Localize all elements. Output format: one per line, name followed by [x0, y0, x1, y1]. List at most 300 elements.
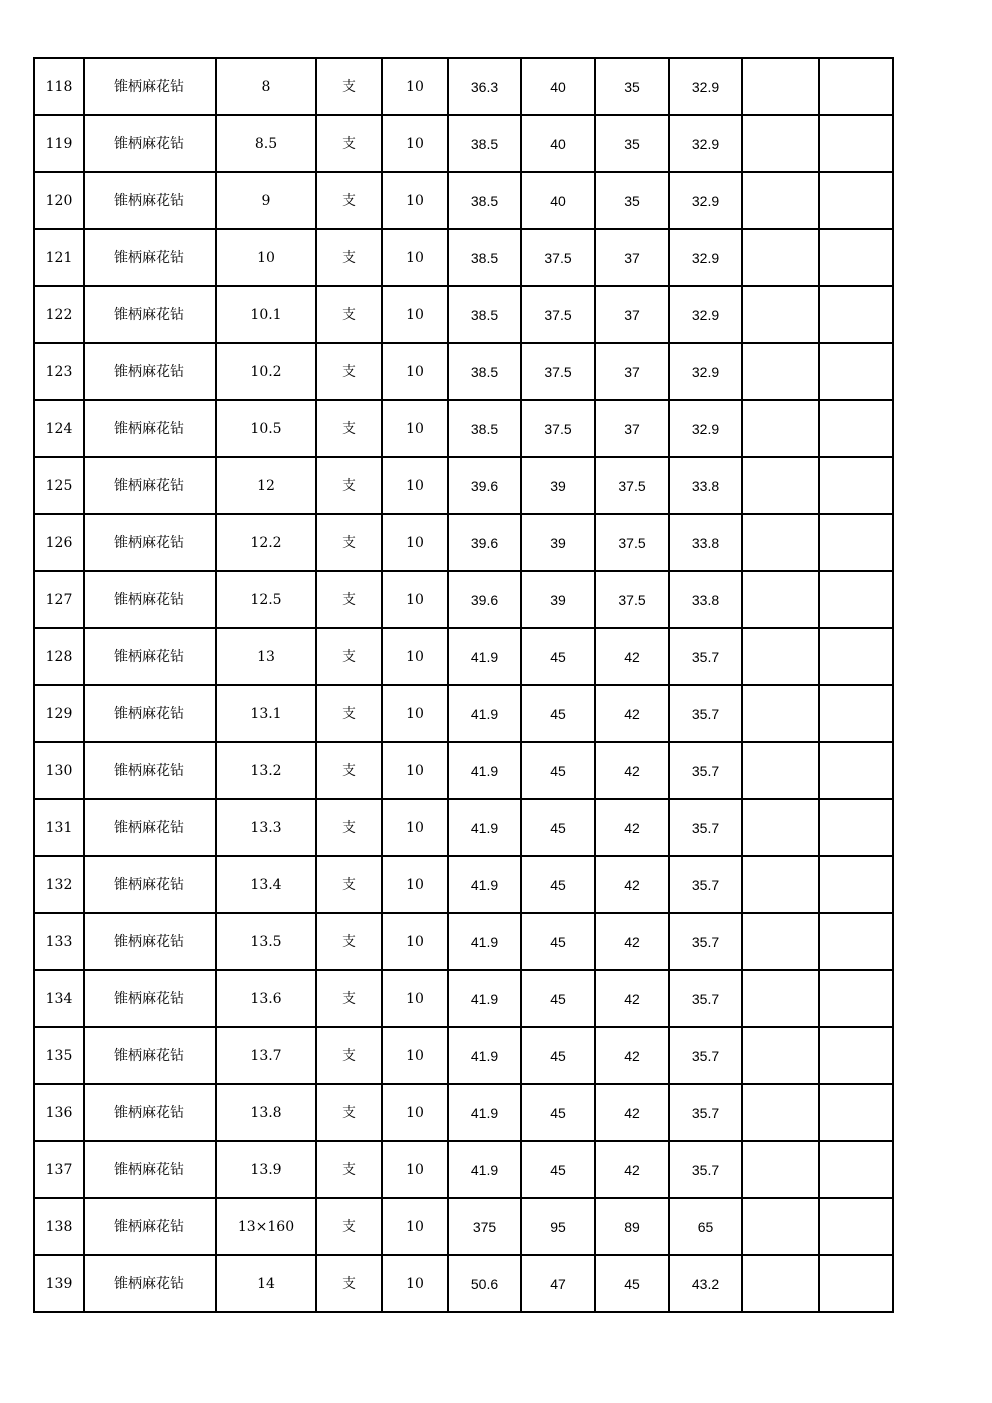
empty-cell [819, 343, 893, 400]
price-1-cell [448, 457, 521, 514]
quantity-cell [382, 799, 448, 856]
empty-cell [742, 571, 819, 628]
spec-cell-text: 10.5 [250, 420, 282, 437]
item-name-cell-text: 锥柄麻花钻 [114, 876, 184, 893]
spec-cell [216, 229, 316, 286]
price-4-cell [669, 400, 742, 457]
row-number-cell-text: 124 [45, 420, 73, 437]
price-2-cell-text: 39 [550, 477, 566, 494]
price-4-cell-text: 32.9 [691, 363, 720, 380]
spec-cell [216, 970, 316, 1027]
price-3-cell-text: 37 [624, 249, 640, 266]
price-2-cell-text: 45 [550, 705, 566, 722]
unit-cell-text: 支 [342, 420, 356, 437]
item-name-cell [84, 286, 216, 343]
empty-cell [819, 286, 893, 343]
empty-cell [819, 1255, 893, 1312]
spec-cell-text: 12 [257, 477, 275, 494]
spec-cell-text: 13.7 [250, 1047, 282, 1064]
item-name-cell-text: 锥柄麻花钻 [114, 1047, 184, 1064]
empty-cell [742, 343, 819, 400]
empty-cell [819, 115, 893, 172]
spec-cell-text: 13 [257, 648, 275, 665]
spec-cell [216, 742, 316, 799]
row-number-cell-text: 122 [45, 306, 73, 323]
quantity-cell [382, 286, 448, 343]
price-4-cell [669, 1255, 742, 1312]
unit-cell-text: 支 [342, 192, 356, 209]
price-3-cell-text: 89 [624, 1218, 640, 1235]
spec-cell [216, 286, 316, 343]
item-name-cell [84, 1255, 216, 1312]
item-name-cell-text: 锥柄麻花钻 [114, 1104, 184, 1121]
price-3-cell-text: 42 [624, 819, 640, 836]
price-3-cell-text: 35 [624, 135, 640, 152]
spec-cell-text: 12.5 [250, 591, 282, 608]
unit-cell-text: 支 [342, 591, 356, 608]
quantity-cell [382, 685, 448, 742]
price-4-cell [669, 628, 742, 685]
quantity-cell [382, 514, 448, 571]
row-number-cell [34, 742, 84, 799]
price-3-cell [595, 1141, 669, 1198]
price-2-cell-text: 40 [550, 78, 566, 95]
empty-cell [742, 172, 819, 229]
empty-cell [742, 1141, 819, 1198]
table-row [34, 172, 893, 229]
item-name-cell-text: 锥柄麻花钻 [114, 1218, 184, 1235]
price-3-cell [595, 172, 669, 229]
spec-cell [216, 1255, 316, 1312]
price-2-cell-text: 45 [550, 819, 566, 836]
price-2-cell-text: 39 [550, 591, 566, 608]
empty-cell [742, 115, 819, 172]
empty-cell [819, 742, 893, 799]
price-1-cell-text: 41.9 [470, 1047, 499, 1064]
quantity-cell-text: 10 [406, 420, 424, 437]
row-number-cell [34, 856, 84, 913]
price-4-cell-text: 33.8 [691, 591, 720, 608]
price-table [33, 57, 894, 1313]
quantity-cell [382, 1198, 448, 1255]
quantity-cell [382, 1084, 448, 1141]
spec-cell [216, 343, 316, 400]
price-1-cell [448, 172, 521, 229]
price-4-cell-text: 35.7 [691, 990, 720, 1007]
price-2-cell-text: 37.5 [544, 306, 572, 323]
spec-cell-text: 13.4 [250, 876, 282, 893]
price-1-cell [448, 1084, 521, 1141]
spec-cell-text: 13.9 [250, 1161, 282, 1178]
item-name-cell [84, 799, 216, 856]
row-number-cell-text: 128 [45, 648, 73, 665]
unit-cell-text: 支 [342, 705, 356, 722]
price-3-cell [595, 229, 669, 286]
unit-cell-text: 支 [342, 306, 356, 323]
price-1-cell-text: 41.9 [470, 1104, 499, 1121]
quantity-cell [382, 1141, 448, 1198]
price-3-cell-text: 37 [624, 363, 640, 380]
price-2-cell [521, 856, 595, 913]
price-2-cell-text: 40 [550, 192, 566, 209]
item-name-cell-text: 锥柄麻花钻 [114, 192, 184, 209]
item-name-cell [84, 400, 216, 457]
price-1-cell-text: 41.9 [470, 933, 499, 950]
unit-cell [316, 571, 382, 628]
table-row [34, 628, 893, 685]
price-4-cell-text: 35.7 [691, 819, 720, 836]
spec-cell [216, 514, 316, 571]
spec-cell-text: 9 [261, 192, 271, 209]
empty-cell [819, 58, 893, 115]
price-1-cell-text: 36.3 [470, 78, 499, 95]
empty-cell [819, 172, 893, 229]
empty-cell [819, 628, 893, 685]
quantity-cell-text: 10 [406, 306, 424, 323]
unit-cell [316, 742, 382, 799]
spec-cell-text: 14 [257, 1275, 275, 1292]
price-3-cell [595, 799, 669, 856]
spec-cell-text: 10 [257, 249, 275, 266]
price-1-cell-text: 41.9 [470, 876, 499, 893]
empty-cell [742, 628, 819, 685]
quantity-cell-text: 10 [406, 1275, 424, 1292]
price-4-cell [669, 799, 742, 856]
price-1-cell-text: 38.5 [470, 249, 499, 266]
price-1-cell-text: 41.9 [470, 705, 499, 722]
price-2-cell-text: 45 [550, 990, 566, 1007]
quantity-cell [382, 229, 448, 286]
price-3-cell [595, 514, 669, 571]
empty-cell [819, 856, 893, 913]
price-3-cell [595, 400, 669, 457]
table-row [34, 343, 893, 400]
price-1-cell-text: 39.6 [470, 534, 499, 551]
row-number-cell-text: 127 [45, 591, 73, 608]
empty-cell [742, 1198, 819, 1255]
price-3-cell-text: 37 [624, 420, 640, 437]
row-number-cell [34, 343, 84, 400]
quantity-cell-text: 10 [406, 705, 424, 722]
price-3-cell-text: 37.5 [618, 591, 646, 608]
spec-cell-text: 13.2 [250, 762, 282, 779]
item-name-cell-text: 锥柄麻花钻 [114, 363, 184, 380]
unit-cell [316, 628, 382, 685]
item-name-cell-text: 锥柄麻花钻 [114, 933, 184, 950]
quantity-cell-text: 10 [406, 648, 424, 665]
row-number-cell-text: 125 [45, 477, 73, 494]
price-2-cell-text: 45 [550, 1161, 566, 1178]
price-2-cell-text: 45 [550, 1104, 566, 1121]
price-1-cell [448, 343, 521, 400]
price-1-cell [448, 1141, 521, 1198]
row-number-cell-text: 126 [45, 534, 73, 551]
price-2-cell [521, 1255, 595, 1312]
item-name-cell-text: 锥柄麻花钻 [114, 648, 184, 665]
empty-cell [742, 799, 819, 856]
table-row [34, 58, 893, 115]
price-1-cell [448, 799, 521, 856]
unit-cell-text: 支 [342, 1104, 356, 1121]
unit-cell-text: 支 [342, 762, 356, 779]
price-2-cell-text: 37.5 [544, 363, 572, 380]
price-1-cell-text: 38.5 [470, 192, 499, 209]
price-2-cell [521, 514, 595, 571]
row-number-cell [34, 1255, 84, 1312]
row-number-cell-text: 132 [45, 876, 73, 893]
price-2-cell-text: 47 [550, 1275, 566, 1292]
empty-cell [742, 1084, 819, 1141]
price-2-cell [521, 457, 595, 514]
spec-cell-text: 12.2 [250, 534, 282, 551]
price-1-cell-text: 38.5 [470, 135, 499, 152]
unit-cell [316, 400, 382, 457]
unit-cell-text: 支 [342, 1218, 356, 1235]
quantity-cell [382, 343, 448, 400]
unit-cell [316, 172, 382, 229]
price-1-cell [448, 1198, 521, 1255]
item-name-cell [84, 1141, 216, 1198]
spec-cell-text: 13.5 [250, 933, 282, 950]
table-row [34, 856, 893, 913]
price-3-cell-text: 42 [624, 648, 640, 665]
table-row [34, 286, 893, 343]
price-1-cell-text: 375 [472, 1218, 497, 1235]
table-row [34, 685, 893, 742]
spec-cell-text: 13.3 [250, 819, 282, 836]
price-3-cell [595, 1084, 669, 1141]
table-row [34, 115, 893, 172]
price-2-cell-text: 45 [550, 648, 566, 665]
empty-cell [742, 457, 819, 514]
empty-cell [742, 970, 819, 1027]
table-row [34, 1027, 893, 1084]
item-name-cell [84, 571, 216, 628]
row-number-cell [34, 799, 84, 856]
item-name-cell-text: 锥柄麻花钻 [114, 477, 184, 494]
price-1-cell [448, 742, 521, 799]
price-2-cell-text: 45 [550, 876, 566, 893]
item-name-cell-text: 锥柄麻花钻 [114, 591, 184, 608]
price-3-cell-text: 42 [624, 990, 640, 1007]
price-3-cell [595, 58, 669, 115]
item-name-cell [84, 685, 216, 742]
price-2-cell [521, 628, 595, 685]
price-4-cell [669, 1084, 742, 1141]
price-3-cell [595, 1255, 669, 1312]
empty-cell [742, 1027, 819, 1084]
item-name-cell [84, 742, 216, 799]
table-row [34, 742, 893, 799]
unit-cell [316, 58, 382, 115]
price-1-cell [448, 970, 521, 1027]
quantity-cell [382, 457, 448, 514]
price-4-cell [669, 856, 742, 913]
price-3-cell-text: 42 [624, 1104, 640, 1121]
table-row [34, 514, 893, 571]
price-2-cell-text: 39 [550, 534, 566, 551]
price-4-cell-text: 32.9 [691, 249, 720, 266]
price-4-cell-text: 32.9 [691, 306, 720, 323]
price-2-cell-text: 40 [550, 135, 566, 152]
empty-cell [742, 856, 819, 913]
price-2-cell-text: 45 [550, 762, 566, 779]
price-3-cell [595, 115, 669, 172]
price-2-cell [521, 1141, 595, 1198]
price-1-cell-text: 39.6 [470, 477, 499, 494]
unit-cell-text: 支 [342, 135, 356, 152]
price-1-cell [448, 856, 521, 913]
price-2-cell [521, 1084, 595, 1141]
unit-cell-text: 支 [342, 648, 356, 665]
row-number-cell-text: 129 [45, 705, 73, 722]
item-name-cell [84, 913, 216, 970]
price-4-cell-text: 35.7 [691, 876, 720, 893]
item-name-cell-text: 锥柄麻花钻 [114, 705, 184, 722]
price-3-cell-text: 37 [624, 306, 640, 323]
row-number-cell [34, 1084, 84, 1141]
quantity-cell-text: 10 [406, 78, 424, 95]
price-3-cell-text: 42 [624, 1047, 640, 1064]
row-number-cell-text: 136 [45, 1104, 73, 1121]
price-2-cell [521, 742, 595, 799]
empty-cell [742, 286, 819, 343]
empty-cell [819, 1027, 893, 1084]
row-number-cell [34, 571, 84, 628]
price-3-cell [595, 913, 669, 970]
item-name-cell-text: 锥柄麻花钻 [114, 534, 184, 551]
unit-cell-text: 支 [342, 1161, 356, 1178]
unit-cell-text: 支 [342, 1047, 356, 1064]
unit-cell-text: 支 [342, 876, 356, 893]
price-1-cell [448, 286, 521, 343]
quantity-cell-text: 10 [406, 819, 424, 836]
row-number-cell [34, 1198, 84, 1255]
row-number-cell [34, 457, 84, 514]
spec-cell-text: 10.2 [250, 363, 282, 380]
quantity-cell-text: 10 [406, 192, 424, 209]
empty-cell [819, 1141, 893, 1198]
spec-cell [216, 172, 316, 229]
item-name-cell-text: 锥柄麻花钻 [114, 819, 184, 836]
row-number-cell [34, 172, 84, 229]
quantity-cell-text: 10 [406, 534, 424, 551]
empty-cell [819, 571, 893, 628]
empty-cell [819, 514, 893, 571]
price-3-cell-text: 45 [624, 1275, 640, 1292]
item-name-cell-text: 锥柄麻花钻 [114, 420, 184, 437]
price-2-cell [521, 229, 595, 286]
item-name-cell [84, 1027, 216, 1084]
unit-cell [316, 970, 382, 1027]
row-number-cell-text: 135 [45, 1047, 73, 1064]
unit-cell-text: 支 [342, 990, 356, 1007]
spec-cell-text: 13.8 [250, 1104, 282, 1121]
quantity-cell-text: 10 [406, 990, 424, 1007]
price-1-cell [448, 400, 521, 457]
spec-cell-text: 8 [261, 78, 271, 95]
row-number-cell-text: 133 [45, 933, 73, 950]
spec-cell-text: 13×160 [237, 1218, 295, 1235]
spec-cell-text: 8.5 [254, 135, 278, 152]
price-4-cell [669, 742, 742, 799]
price-4-cell [669, 172, 742, 229]
row-number-cell [34, 115, 84, 172]
empty-cell [819, 229, 893, 286]
quantity-cell-text: 10 [406, 591, 424, 608]
table-row [34, 571, 893, 628]
quantity-cell [382, 913, 448, 970]
row-number-cell-text: 120 [45, 192, 73, 209]
quantity-cell-text: 10 [406, 135, 424, 152]
quantity-cell-text: 10 [406, 249, 424, 266]
quantity-cell [382, 172, 448, 229]
row-number-cell-text: 137 [45, 1161, 73, 1178]
empty-cell [819, 1084, 893, 1141]
price-1-cell [448, 115, 521, 172]
price-3-cell [595, 628, 669, 685]
price-1-cell-text: 41.9 [470, 1161, 499, 1178]
spec-cell-text: 13.6 [250, 990, 282, 1007]
row-number-cell-text: 134 [45, 990, 73, 1007]
price-3-cell-text: 35 [624, 192, 640, 209]
price-4-cell-text: 35.7 [691, 762, 720, 779]
price-1-cell-text: 39.6 [470, 591, 499, 608]
price-4-cell-text: 33.8 [691, 534, 720, 551]
price-3-cell [595, 1027, 669, 1084]
spec-cell-text: 13.1 [250, 705, 282, 722]
empty-cell [819, 457, 893, 514]
price-2-cell [521, 1027, 595, 1084]
price-4-cell [669, 970, 742, 1027]
price-3-cell-text: 42 [624, 705, 640, 722]
price-1-cell [448, 229, 521, 286]
table-row [34, 457, 893, 514]
row-number-cell-text: 131 [45, 819, 73, 836]
price-1-cell [448, 685, 521, 742]
price-2-cell [521, 571, 595, 628]
item-name-cell [84, 229, 216, 286]
empty-cell [819, 1198, 893, 1255]
price-4-cell-text: 35.7 [691, 933, 720, 950]
quantity-cell [382, 400, 448, 457]
spec-cell [216, 913, 316, 970]
price-2-cell-text: 37.5 [544, 249, 572, 266]
table-row [34, 970, 893, 1027]
price-4-cell-text: 35.7 [691, 1161, 720, 1178]
quantity-cell-text: 10 [406, 1218, 424, 1235]
price-4-cell [669, 115, 742, 172]
price-3-cell [595, 343, 669, 400]
price-4-cell-text: 33.8 [691, 477, 720, 494]
item-name-cell [84, 457, 216, 514]
spec-cell [216, 1084, 316, 1141]
price-3-cell [595, 685, 669, 742]
row-number-cell [34, 1141, 84, 1198]
spec-cell [216, 1141, 316, 1198]
empty-cell [742, 742, 819, 799]
table-body [34, 58, 893, 1312]
empty-cell [819, 685, 893, 742]
price-3-cell [595, 970, 669, 1027]
spec-cell [216, 457, 316, 514]
quantity-cell-text: 10 [406, 876, 424, 893]
item-name-cell-text: 锥柄麻花钻 [114, 306, 184, 323]
spec-cell [216, 685, 316, 742]
price-1-cell [448, 514, 521, 571]
row-number-cell [34, 913, 84, 970]
item-name-cell [84, 58, 216, 115]
